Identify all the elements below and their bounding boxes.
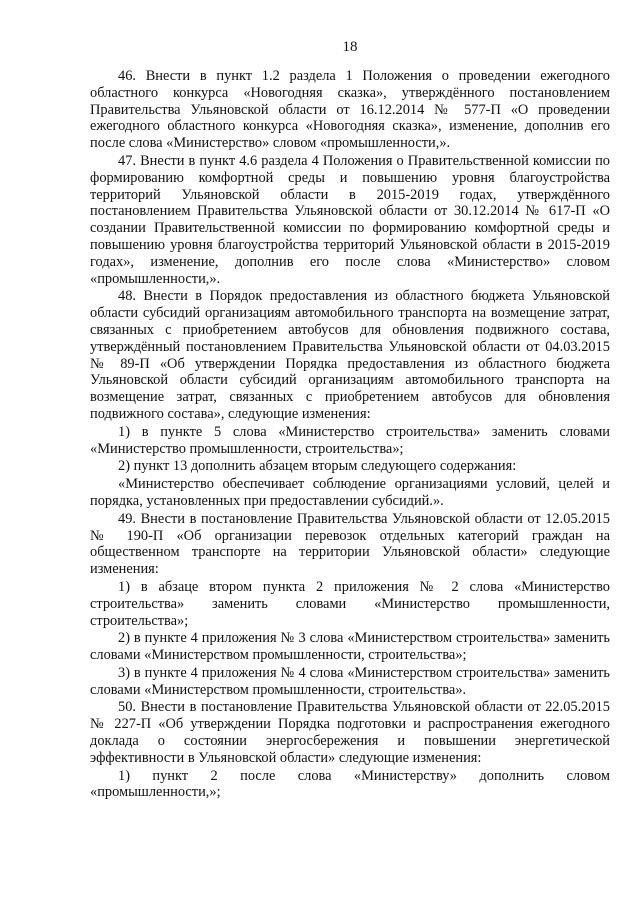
page-number: 18 bbox=[342, 39, 358, 55]
paragraph-49-item-3: 3) в пункте 4 приложения № 4 слова «Министерством строительства» заменить словами «Министерством промышленности, строительства». bbox=[90, 664, 610, 698]
paragraph-48-quote: «Министерство обеспечивает соблюдение организациями условий, целей и порядка, установленных при предоставлении субсидий.». bbox=[90, 476, 610, 509]
paragraph-48-item-1: 1) в пункте 5 слова «Министерство строительства» заменить словами «Министерство промышленности, строительства»; bbox=[90, 423, 610, 457]
paragraph-49: 49. Внести в постановление Правительства Ульяновской области от 12.05.2015 № 190-П «Об организации перевозок отдельных категорий граждан на общественном транспорте на территории Ульяновской области» следующие изменения: bbox=[90, 510, 610, 578]
paragraph-47: 47. Внести в пункт 4.6 раздела 4 Положения о Правительственной комиссии по формированию комфортной среды и повышению уровня благоустройства территорий Ульяновской области в 2015-2019 годах, утверждённого постановлением Правительства Ульяновской области от 30.12.2014 № 617-П «О создании Правительственной комиссии по формированию комфортной среды и повышению уровня благоустройства территорий Ульяновской области в 2015-2019 годах», изменение, дополнив его после слова «Министерство» словом «промышленности,». bbox=[90, 152, 610, 287]
paragraph-49-item-1: 1) в абзаце втором пункта 2 приложения № 2 слова «Министерство строительства» заменить словами «Министерство промышленности, строительства»; bbox=[90, 578, 610, 629]
paragraph-46: 46. Внести в пункт 1.2 раздела 1 Положения о проведении ежегодного областного конкурса «Новогодняя сказка», утверждённого постановлением Правительства Ульяновской области от 16.12.2014 № 577-П «О проведении ежегодного областного конкурса «Новогодняя сказка», изменение, дополнив его после слова «Министерство» словом «промышленности,». bbox=[90, 68, 610, 152]
paragraph-50: 50. Внести в постановление Правительства Ульяновской области от 22.05.2015 № 227-П «Об утверждении Порядка подготовки и распространения ежегодного доклада о состоянии энергосбережения и повышении энергетической эффективности в Ульяновской области» следующие изменения: bbox=[90, 699, 610, 766]
paragraph-50-item-1: 1) пункт 2 после слова «Министерству» дополнить словом «промышленности,»; bbox=[90, 767, 610, 801]
paragraph-48: 48. Внести в Порядок предоставления из областного бюджета Ульяновской области субсидий организациям автомобильного транспорта на возмещение затрат, связанных с приобретением автобусов для обновления подвижного состава, утверждённый постановлением Правительства Ульяновской области от 04.03.2015 № 89-П «Об утверждении Порядка предоставления из областного бюджета Ульяновской области субсидий организациям автомобильного транспорта на возмещение затрат, связанных с приобретением автобусов для обновления подвижного состава», следующие изменения: bbox=[90, 288, 610, 422]
paragraph-48-item-2: 2) пункт 13 дополнить абзацем вторым следующего содержания: bbox=[118, 458, 517, 475]
paragraph-49-item-2: 2) в пункте 4 приложения № 3 слова «Министерством строительства» заменить словами «Министерством промышленности, строительства»; bbox=[90, 630, 610, 664]
